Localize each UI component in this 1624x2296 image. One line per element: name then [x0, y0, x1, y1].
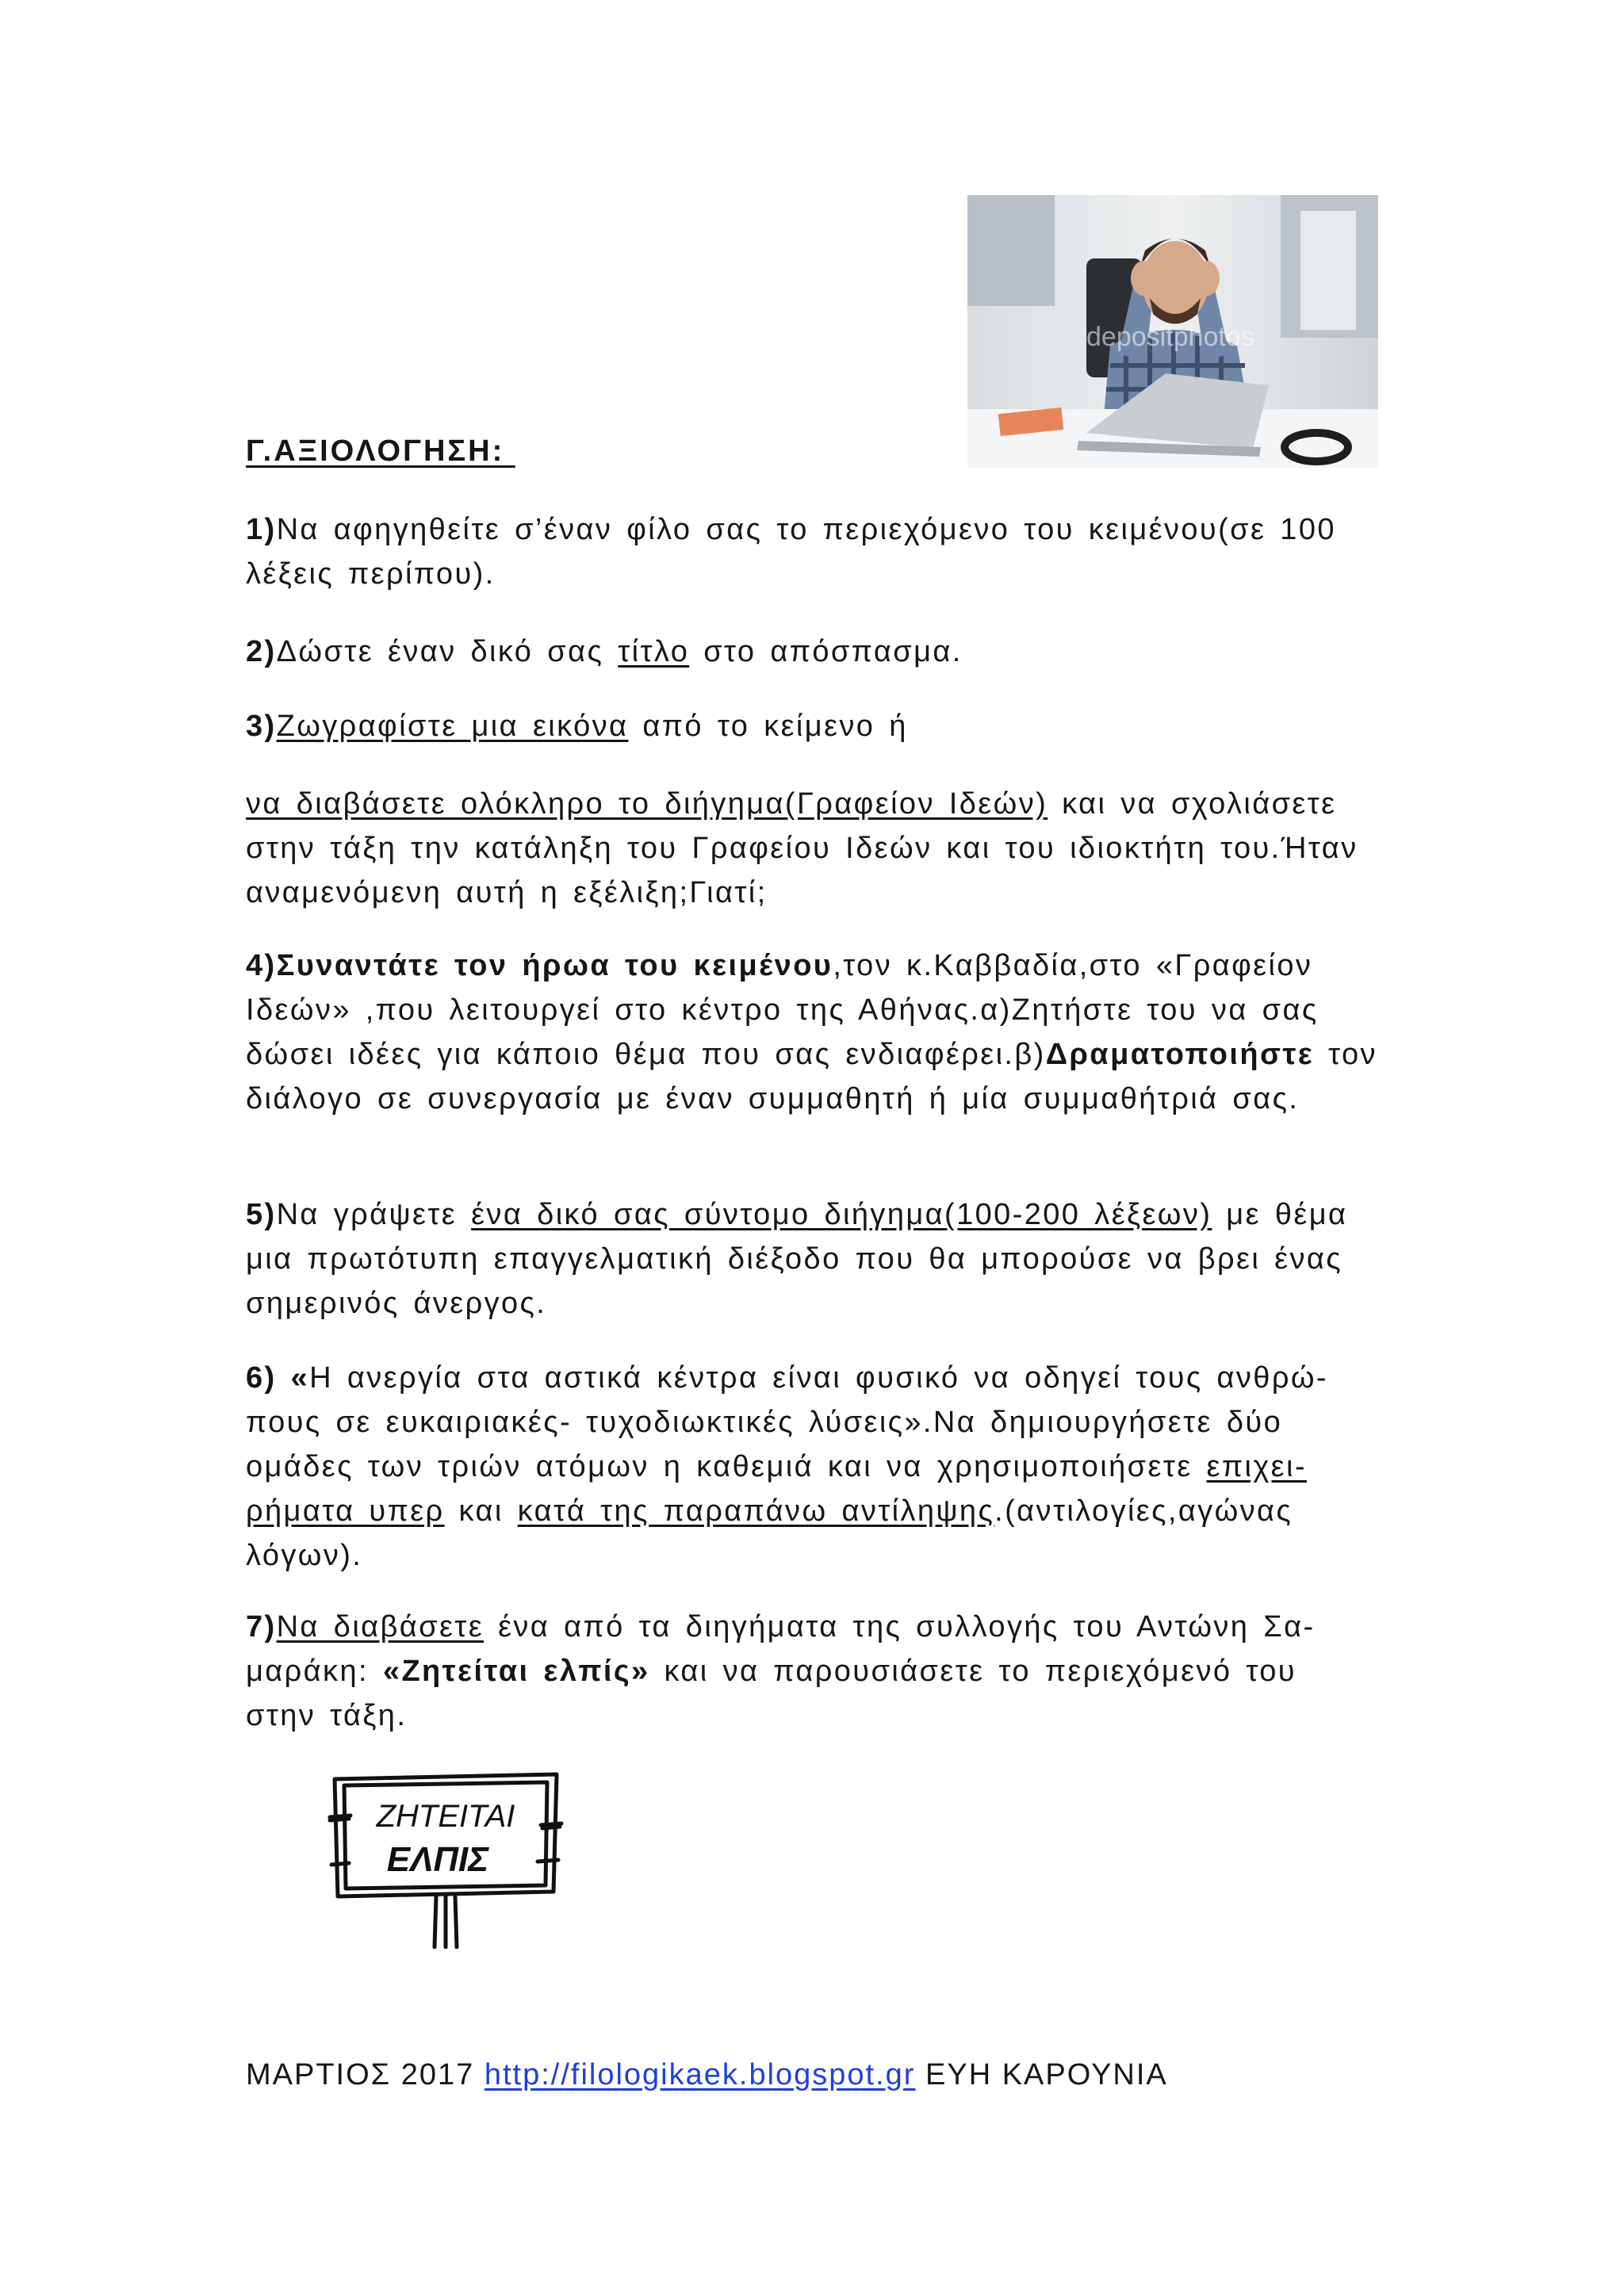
- question-text: και να παρουσιάσετε το περιεχόμενό του στην τάξη.: [246, 1655, 1297, 1732]
- question-number: 2): [246, 635, 277, 668]
- question-4: [246, 943, 1380, 1121]
- question-number: 6) «: [246, 1361, 310, 1395]
- question-number: 7): [246, 1610, 277, 1644]
- bold-phrase: «Ζητείται ελπίς»: [382, 1655, 650, 1688]
- question-3: [246, 704, 1380, 748]
- question-7: [246, 1605, 1380, 1738]
- footer-author: ΕΥΗ ΚΑΡΟΥΝΙΑ: [915, 2058, 1168, 2091]
- bold-phrase: Δραματοποιήστε: [1045, 1038, 1315, 1071]
- underlined-term: επιχει-ρήματα υπερ: [246, 1450, 1307, 1528]
- question-text: Να γράψετε: [276, 1198, 472, 1231]
- question-text: και: [444, 1494, 518, 1528]
- question-6: [246, 1356, 1380, 1578]
- underlined-term: Να διαβάσετε: [276, 1610, 485, 1644]
- question-5: [246, 1192, 1380, 1326]
- sign-line-2: ΕΛΠΙΣ: [386, 1840, 489, 1879]
- underlined-term: τίτλο: [618, 635, 690, 668]
- question-text: και να σχολιάσετε στην τάξη την κατάληξη του Γραφείου Ιδεών και του ιδιοκτήτη του.Ήταν αναμενόμενη αυτή η εξέλιξη;Γιατί;: [246, 787, 1358, 909]
- question-number: 5): [246, 1198, 277, 1231]
- underlined-term: κατά της παραπάνω αντίληψης: [517, 1494, 995, 1528]
- question-text: με θέμα μια πρωτότυπη επαγγελματική διέξοδο που θα μπορούσε να βρει ένας σημερινός άνεργος.: [246, 1198, 1348, 1320]
- question-text: στο απόσπασμα.: [689, 635, 963, 668]
- question-text: Να αφηγηθείτε σ’έναν φίλο σας το περιεχόμενο του κειμένου(σε 100 λέξεις περίπου).: [246, 513, 1336, 591]
- question-number: 4): [246, 949, 277, 982]
- stressed-man-photo: [967, 195, 1378, 468]
- footer: [246, 2058, 1168, 2092]
- question-3-continuation: [246, 782, 1380, 915]
- question-text: ,τον κ.Καββαδία,στο «Γραφείον Ιδεών» ,που λειτουργεί στο κέντρο της Αθήνας.α)Ζητήστε του να σας δώσει ιδέες για κάποιο θέμα που σας ενδιαφέρει.β): [246, 949, 1319, 1071]
- footer-date: ΜΑΡΤΙΟΣ 2017: [246, 2058, 485, 2091]
- question-number: 3): [246, 710, 277, 743]
- bold-phrase: Συναντάτε τον ήρωα του κειμένου: [276, 949, 833, 982]
- section-heading: Γ.ΑΞΙΟΛΟΓΗΣΗ:: [246, 434, 515, 468]
- question-number: 1): [246, 513, 277, 546]
- wanted-hope-sign-illustration: [327, 1770, 565, 1949]
- question-text: .(αντιλογίες,αγώνας λόγων).: [246, 1494, 1293, 1572]
- question-text: από το κείμενο ή: [628, 710, 908, 743]
- sign-line-1: ΖΗΤΕΙΤΑΙ: [376, 1799, 515, 1834]
- underlined-term: να διαβάσετε ολόκληρο το διήγημα(Γραφείον Ιδεών): [246, 787, 1048, 821]
- question-text: Δώστε έναν δικό σας: [276, 635, 619, 668]
- watermark-text: depositphotos: [1086, 322, 1254, 352]
- question-text: Η ανεργία στα αστικά κέντρα είναι φυσικό να οδηγεί τους ανθρώ-πους σε ευκαιριακές- τυχοδιωκτικές λύσεις».Να δημιουργήσετε δύο ομάδες των τριών ατόμων η καθεμιά και να χρησιμοποιήσετε: [246, 1361, 1328, 1483]
- blog-link[interactable]: http://filologikaek.blogspot.gr: [484, 2058, 916, 2091]
- underlined-term: Ζωγραφίστε μια εικόνα: [276, 710, 629, 743]
- question-2: [246, 629, 1380, 674]
- question-text: ένα από τα διηγήματα της συλλογής του Αντώνη Σα-μαράκη:: [246, 1610, 1316, 1688]
- question-1: [246, 507, 1380, 596]
- question-text: τον διάλογο σε συνεργασία με έναν συμμαθητή ή μία συμμαθήτριά σας.: [246, 1038, 1377, 1115]
- underlined-term: ένα δικό σας σύντομο διήγημα(100-200 λέξεων): [471, 1198, 1212, 1231]
